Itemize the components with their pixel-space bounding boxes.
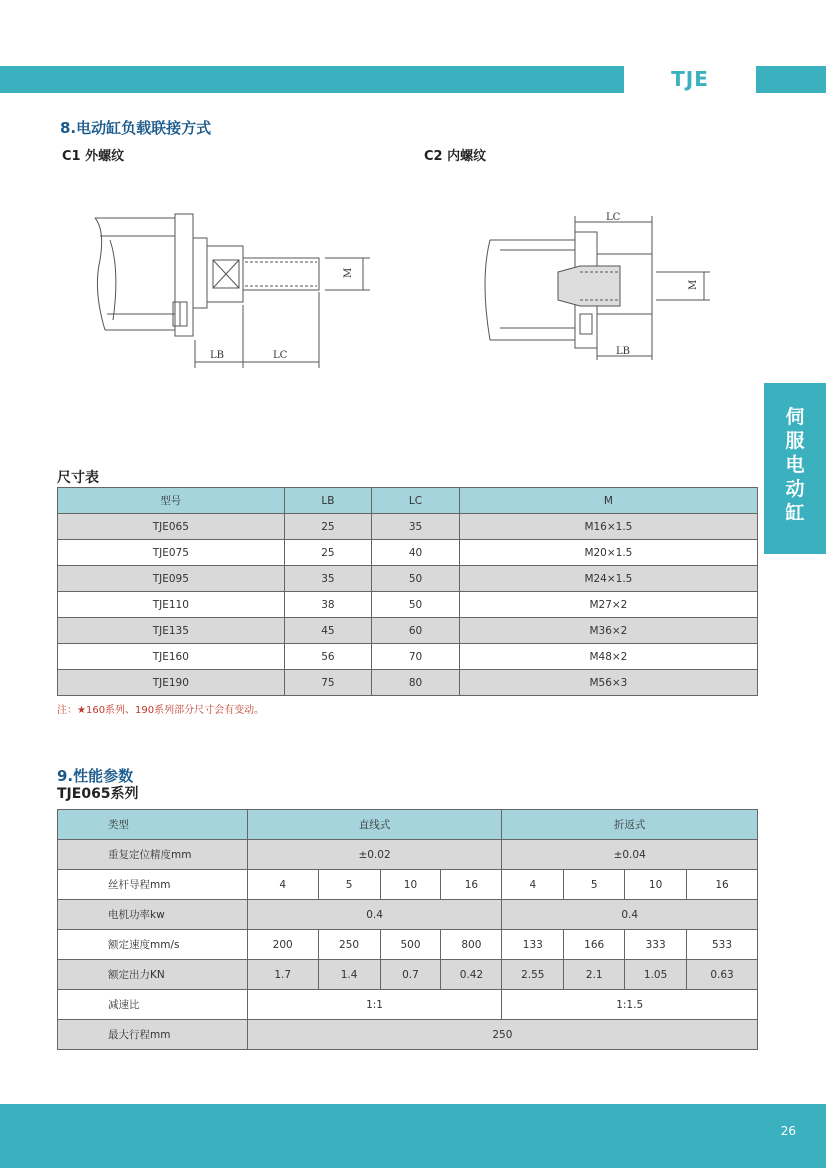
cell-value: 1.7 <box>247 960 318 990</box>
c2-internal-thread-drawing <box>470 210 730 370</box>
side-tab <box>764 383 826 554</box>
header-model: 型号 <box>58 488 285 514</box>
cell-inline: 0.4 <box>247 900 502 930</box>
header-lb: LB <box>284 488 372 514</box>
perf-row-accuracy <box>58 840 758 870</box>
cell-m: M56×3 <box>459 670 757 696</box>
cell-value: 0.7 <box>380 960 441 990</box>
row-label: 最大行程mm <box>58 1020 248 1050</box>
cell-value: 200 <box>247 930 318 960</box>
cell-lb: 25 <box>284 540 372 566</box>
size-table <box>57 487 758 696</box>
section8-title: 8.电动缸负载联接方式 <box>60 119 212 137</box>
cell-lc: 70 <box>372 644 460 670</box>
header-m: M <box>459 488 757 514</box>
header-bar-right <box>756 66 826 93</box>
cell-value: 1.4 <box>318 960 380 990</box>
perf-header-row <box>58 810 758 840</box>
cell-value: 333 <box>625 930 687 960</box>
cell-m: M27×2 <box>459 592 757 618</box>
row-label: 电机功率kw <box>58 900 248 930</box>
cell-m: M24×1.5 <box>459 566 757 592</box>
performance-table <box>57 809 758 1050</box>
cell-value: 250 <box>318 930 380 960</box>
perf-row-thrust <box>58 960 758 990</box>
cell-value: 16 <box>687 870 758 900</box>
perf-row-stroke <box>58 1020 758 1050</box>
row-label: 额定出力KN <box>58 960 248 990</box>
c1-label: C1 外螺纹 <box>62 149 125 164</box>
cell-model: TJE065 <box>58 514 285 540</box>
perf-header-inline: 直线式 <box>247 810 502 840</box>
side-tab-char: 动 <box>785 478 805 500</box>
perf-row-ratio <box>58 990 758 1020</box>
footer-bar <box>0 1104 826 1168</box>
table-row <box>58 540 758 566</box>
cell-lb: 25 <box>284 514 372 540</box>
cell-value: 500 <box>380 930 441 960</box>
cell-m: M20×1.5 <box>459 540 757 566</box>
cell-lb: 38 <box>284 592 372 618</box>
side-tab-char: 电 <box>785 454 805 476</box>
cell-value: 2.1 <box>564 960 625 990</box>
c1-lb-label: LB <box>210 350 224 361</box>
cell-value: 800 <box>441 930 502 960</box>
perf-header-type: 类型 <box>58 810 248 840</box>
cell-value: 0.63 <box>687 960 758 990</box>
cell-folded: 0.4 <box>502 900 758 930</box>
series-code: TJE <box>671 67 709 91</box>
row-label: 额定速度mm/s <box>58 930 248 960</box>
cell-value: 5 <box>564 870 625 900</box>
cell-lc: 50 <box>372 566 460 592</box>
cell-value: 533 <box>687 930 758 960</box>
perf-row-speed <box>58 930 758 960</box>
cell-value: 16 <box>441 870 502 900</box>
cell-value: 4 <box>502 870 564 900</box>
cell-m: M36×2 <box>459 618 757 644</box>
c2-lc-label: LC <box>606 212 621 223</box>
side-tab-char: 缸 <box>785 502 805 524</box>
cell-lc: 80 <box>372 670 460 696</box>
header-lc: LC <box>372 488 460 514</box>
c1-external-thread-drawing <box>85 210 385 380</box>
cell-lc: 50 <box>372 592 460 618</box>
cell-value: 2.55 <box>502 960 564 990</box>
cell-lb: 75 <box>284 670 372 696</box>
row-label: 重复定位精度mm <box>58 840 248 870</box>
side-tab-char: 服 <box>785 430 805 452</box>
cell-m: M16×1.5 <box>459 514 757 540</box>
cell-inline: 1:1 <box>247 990 502 1020</box>
section9-subtitle: TJE065系列 <box>57 786 139 802</box>
cell-model: TJE160 <box>58 644 285 670</box>
cell-value: 10 <box>625 870 687 900</box>
cell-lc: 35 <box>372 514 460 540</box>
table-row <box>58 670 758 696</box>
table-row <box>58 644 758 670</box>
size-table-caption: 尺寸表 <box>57 470 99 486</box>
cell-value: 1.05 <box>625 960 687 990</box>
perf-row-power <box>58 900 758 930</box>
cell-value: 133 <box>502 930 564 960</box>
cell-model: TJE095 <box>58 566 285 592</box>
cell-model: TJE135 <box>58 618 285 644</box>
cell-value: 4 <box>247 870 318 900</box>
cell-lb: 45 <box>284 618 372 644</box>
c2-m-label: M <box>688 279 699 290</box>
cell-model: TJE190 <box>58 670 285 696</box>
c2-label: C2 内螺纹 <box>424 149 487 164</box>
c1-lc-label: LC <box>273 350 288 361</box>
cell-value: 166 <box>564 930 625 960</box>
cell-folded: ±0.04 <box>502 840 758 870</box>
table-row <box>58 514 758 540</box>
cell-lb: 35 <box>284 566 372 592</box>
table-row <box>58 592 758 618</box>
row-label: 减速比 <box>58 990 248 1020</box>
row-label: 丝杆导程mm <box>58 870 248 900</box>
cell-m: M48×2 <box>459 644 757 670</box>
cell-lc: 40 <box>372 540 460 566</box>
cell-inline: ±0.02 <box>247 840 502 870</box>
section9-title: 9.性能参数 <box>57 767 134 785</box>
table-row <box>58 566 758 592</box>
cell-value: 0.42 <box>441 960 502 990</box>
cell-folded: 1:1.5 <box>502 990 758 1020</box>
size-table-header-row <box>58 488 758 514</box>
cell-lb: 56 <box>284 644 372 670</box>
cell-lc: 60 <box>372 618 460 644</box>
cell-model: TJE110 <box>58 592 285 618</box>
header-bar-left <box>0 66 624 93</box>
size-table-note: 注：★160系列、190系列部分尺寸会有变动。 <box>57 705 265 716</box>
c2-lb-label: LB <box>616 346 630 357</box>
cell-value: 5 <box>318 870 380 900</box>
side-tab-char: 伺 <box>785 406 805 428</box>
cell-value: 250 <box>247 1020 757 1050</box>
c1-m-label: M <box>343 267 354 278</box>
perf-row-lead <box>58 870 758 900</box>
cell-value: 10 <box>380 870 441 900</box>
cell-model: TJE075 <box>58 540 285 566</box>
page-number: 26 <box>780 1124 796 1138</box>
table-row <box>58 618 758 644</box>
perf-header-folded: 折返式 <box>502 810 758 840</box>
